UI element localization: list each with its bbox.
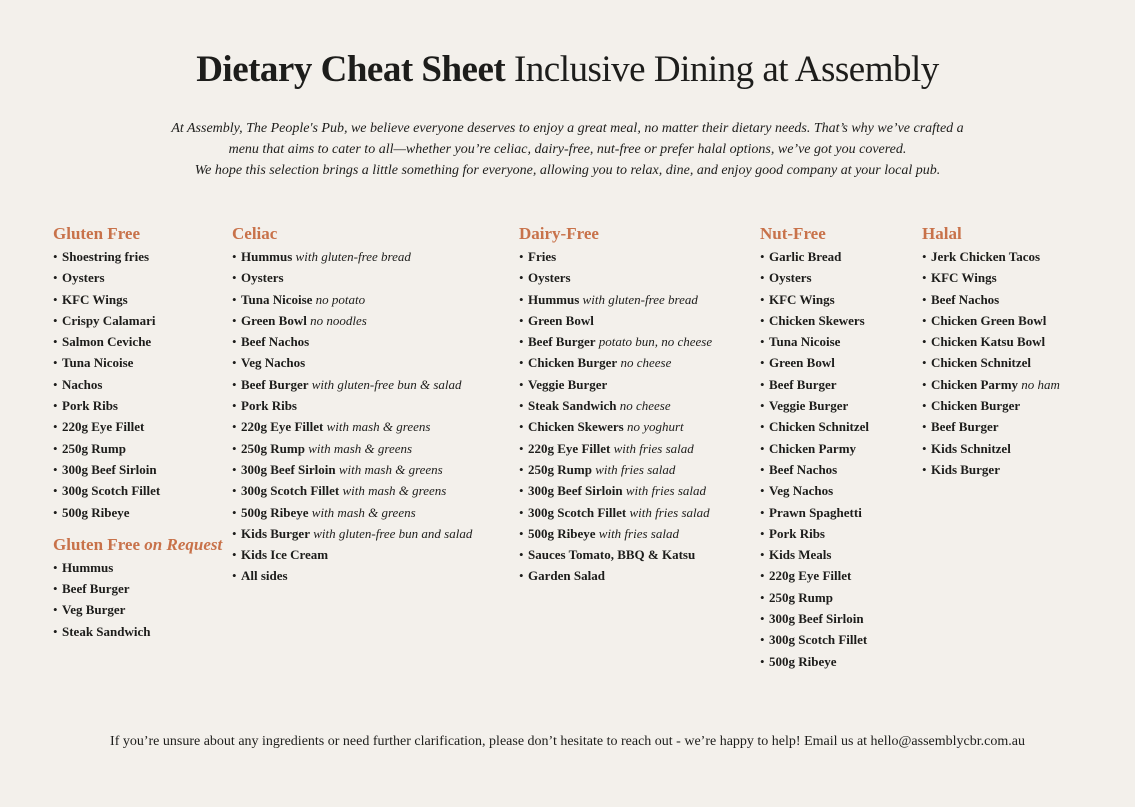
menu-item-name: Veg Nachos	[241, 355, 306, 371]
menu-item-name: KFC Wings	[769, 291, 835, 307]
menu-item-name: Hummus	[62, 559, 114, 575]
menu-item	[232, 395, 472, 416]
menu-item-name: Beef Burger	[528, 334, 596, 350]
title-bold: Dietary Cheat Sheet	[196, 49, 506, 90]
menu-item	[519, 331, 712, 352]
column-celiac	[232, 224, 472, 587]
menu-item	[232, 267, 472, 288]
menu-item-name: Steak Sandwich	[62, 623, 151, 639]
menu-item	[760, 651, 869, 672]
menu-item	[519, 502, 712, 523]
menu-item-note: no cheese	[619, 398, 671, 414]
menu-item-name: Garden Salad	[528, 568, 605, 584]
menu-item-name: KFC Wings	[931, 270, 997, 286]
menu-list	[760, 246, 869, 672]
menu-item-name: Veggie Burger	[528, 376, 608, 392]
menu-item-name: Oysters	[62, 270, 105, 286]
menu-item-note: potato bun, no cheese	[598, 334, 713, 350]
menu-item	[519, 459, 712, 480]
menu-item	[760, 523, 869, 544]
menu-item-name: 220g Eye Fillet	[62, 419, 145, 435]
menu-item	[232, 289, 472, 310]
menu-item-name: Tuna Nicoise	[62, 355, 134, 371]
menu-item	[760, 246, 869, 267]
menu-item-name: 220g Eye Fillet	[528, 440, 611, 456]
section-heading-gluten-free-on-request	[53, 535, 222, 555]
section-heading-halal: Halal	[922, 224, 962, 243]
menu-item	[922, 310, 1060, 331]
menu-item	[922, 331, 1060, 352]
menu-item-name: Chicken Schnitzel	[769, 419, 870, 435]
menu-item	[760, 352, 869, 373]
menu-item	[232, 331, 472, 352]
menu-item	[232, 544, 472, 565]
menu-item-note: with gluten-free bun & salad	[311, 376, 462, 392]
menu-item-note: with gluten-free bread	[295, 249, 411, 264]
menu-item-name: Chicken Burger	[528, 355, 618, 371]
column-halal	[922, 224, 1060, 480]
menu-item-name: Green Bowl	[769, 355, 835, 371]
section-gluten-free-on-request	[53, 535, 222, 642]
menu-item-name: 250g Rump	[769, 589, 833, 605]
menu-item-name: Kids Schnitzel	[931, 440, 1011, 456]
menu-item	[760, 565, 869, 586]
menu-item-name: 500g Ribeye	[62, 504, 130, 520]
menu-item	[232, 374, 472, 395]
menu-item-name: Tuna Nicoise	[769, 334, 841, 350]
menu-item	[760, 608, 869, 629]
menu-item	[53, 557, 222, 578]
menu-item	[232, 416, 472, 437]
menu-item-note: no ham	[1021, 376, 1060, 392]
menu-item	[760, 502, 869, 523]
menu-item	[519, 480, 712, 501]
menu-item	[519, 565, 712, 586]
section-heading-celiac: Celiac	[232, 224, 278, 243]
menu-item-name: Kids Meals	[769, 547, 832, 563]
menu-item	[53, 459, 222, 480]
menu-item-name: Chicken Parmy	[931, 376, 1019, 392]
intro-line: At Assembly, The People's Pub, we believe everyone deserves to enjoy a great meal, no matter their dietary needs. That’s why we’ve crafted a	[171, 121, 964, 136]
menu-item	[760, 544, 869, 565]
menu-item	[232, 246, 472, 267]
menu-item	[760, 331, 869, 352]
menu-item-note: with fries salad	[595, 461, 676, 477]
footer-contact-note: If you’re unsure about any ingredients or need further clarification, please don’t hesitate to reach out - we’re happy to help! Email us at hello@assemblycbr.com.au	[110, 734, 1025, 749]
menu-item	[760, 438, 869, 459]
menu-item-name: Beef Burger	[931, 419, 999, 435]
menu-item	[922, 267, 1060, 288]
menu-list	[519, 246, 712, 587]
menu-item-name: Garlic Bread	[769, 249, 842, 264]
menu-item	[519, 352, 712, 373]
menu-item-note: with mash & greens	[326, 419, 431, 435]
menu-item	[519, 374, 712, 395]
menu-item	[519, 438, 712, 459]
menu-item-name: Veggie Burger	[769, 398, 849, 414]
menu-item	[519, 416, 712, 437]
menu-item-name: 500g Ribeye	[241, 504, 309, 520]
menu-item-name: Fries	[528, 249, 557, 264]
menu-item	[760, 587, 869, 608]
menu-item	[53, 395, 222, 416]
menu-item	[232, 523, 472, 544]
menu-item-name: 500g Ribeye	[769, 653, 837, 669]
menu-item-name: Kids Ice Cream	[241, 547, 329, 563]
menu-item-note: no yoghurt	[626, 419, 684, 435]
menu-item-name: Shoestring fries	[62, 249, 150, 264]
menu-item-name: Chicken Burger	[931, 398, 1021, 414]
section-heading-dairy-free: Dairy-Free	[519, 224, 599, 243]
menu-item-name: Green Bowl	[241, 312, 307, 328]
menu-item	[53, 621, 222, 642]
menu-item-name: Jerk Chicken Tacos	[931, 249, 1041, 264]
menu-item	[53, 374, 222, 395]
menu-item-note: with fries salad	[598, 525, 679, 541]
menu-item-name: Nachos	[62, 376, 103, 392]
menu-item-name: 220g Eye Fillet	[241, 419, 324, 435]
intro-paragraph	[0, 118, 1135, 181]
menu-item-name: Prawn Spaghetti	[769, 504, 862, 520]
menu-item-name: Beef Nachos	[931, 291, 1000, 307]
menu-item	[760, 629, 869, 650]
menu-item-note: with mash & greens	[308, 440, 413, 456]
menu-item-name: Beef Nachos	[769, 461, 838, 477]
menu-item	[53, 599, 222, 620]
page-title	[0, 50, 1135, 90]
menu-item-note: no potato	[315, 291, 366, 307]
menu-list	[53, 246, 222, 523]
menu-item-name: Chicken Skewers	[769, 312, 865, 328]
menu-item-note: with fries salad	[629, 504, 710, 520]
title-subtitle: Inclusive Dining at Assembly	[513, 49, 939, 90]
menu-item	[53, 352, 222, 373]
column-dairy-free	[519, 224, 712, 587]
menu-item	[760, 374, 869, 395]
menu-item	[53, 416, 222, 437]
menu-item-name: All sides	[241, 568, 288, 584]
menu-item	[922, 374, 1060, 395]
menu-item-name: 300g Beef Sirloin	[528, 483, 623, 499]
menu-item	[53, 246, 222, 267]
menu-item-name: Salmon Ceviche	[62, 334, 152, 350]
menu-item-name: 500g Ribeye	[528, 525, 596, 541]
menu-item	[519, 523, 712, 544]
menu-item-name: Chicken Parmy	[769, 440, 857, 456]
heading-emphasis: on Request	[144, 534, 223, 554]
menu-item	[232, 310, 472, 331]
menu-item-name: Pork Ribs	[769, 525, 825, 541]
menu-list	[53, 557, 222, 642]
menu-item	[232, 352, 472, 373]
menu-item	[53, 502, 222, 523]
menu-item	[519, 289, 712, 310]
section-heading-gluten-free: Gluten Free	[53, 224, 141, 243]
menu-item-note: with gluten-free bun and salad	[313, 525, 473, 541]
menu-item-name: Chicken Katsu Bowl	[931, 334, 1046, 350]
menu-item-name: 250g Rump	[62, 440, 126, 456]
column-gluten-free	[53, 224, 222, 642]
section-heading-nut-free: Nut-Free	[760, 224, 826, 243]
menu-item	[760, 395, 869, 416]
menu-item-note: with fries salad	[613, 440, 694, 456]
menu-item	[760, 480, 869, 501]
menu-item-name: 300g Beef Sirloin	[62, 461, 157, 477]
menu-item-name: Beef Nachos	[241, 334, 310, 350]
menu-item	[519, 310, 712, 331]
menu-item-name: Beef Burger	[769, 376, 837, 392]
menu-item-name: Kids Burger	[931, 461, 1000, 477]
menu-item	[53, 289, 222, 310]
menu-item-name: Hummus	[528, 291, 580, 307]
menu-item-name: Green Bowl	[528, 312, 594, 328]
menu-item	[53, 310, 222, 331]
menu-item-name: Pork Ribs	[241, 398, 297, 414]
menu-item-note: with mash & greens	[311, 504, 416, 520]
menu-item	[922, 395, 1060, 416]
menu-item-name: Sauces Tomato, BBQ & Katsu	[528, 547, 696, 563]
menu-item-name: 300g Beef Sirloin	[241, 461, 336, 477]
menu-item	[922, 416, 1060, 437]
menu-item	[760, 310, 869, 331]
menu-item	[519, 544, 712, 565]
menu-item-name: KFC Wings	[62, 291, 128, 307]
menu-item-note: no cheese	[620, 355, 672, 371]
column-nut-free	[760, 224, 869, 672]
menu-item-name: Oysters	[528, 270, 571, 286]
menu-item-name: Beef Burger	[241, 376, 309, 392]
menu-item	[922, 459, 1060, 480]
menu-item	[53, 578, 222, 599]
menu-item-name: 300g Scotch Fillet	[528, 504, 627, 520]
menu-item	[922, 352, 1060, 373]
menu-item-name: Steak Sandwich	[528, 398, 617, 414]
menu-item-name: Kids Burger	[241, 525, 310, 541]
menu-item-name: Veg Nachos	[769, 483, 834, 499]
menu-item-note: with fries salad	[625, 483, 707, 499]
menu-item	[232, 438, 472, 459]
menu-item-note: with mash & greens	[342, 483, 447, 499]
menu-item	[232, 480, 472, 501]
menu-list	[922, 246, 1060, 480]
menu-item	[760, 267, 869, 288]
menu-item	[519, 246, 712, 267]
menu-item-name: Chicken Skewers	[528, 419, 624, 435]
intro-line: menu that aims to cater to all—whether you’re celiac, dairy-free, nut-free or prefer halal options, we’ve got you covered.	[228, 142, 907, 157]
menu-item	[519, 395, 712, 416]
intro-line: We hope this selection brings a little something for everyone, allowing you to relax, dine, and enjoy good company at your local pub.	[194, 163, 941, 178]
menu-item-name: Chicken Green Bowl	[931, 312, 1047, 328]
menu-item-name: Tuna Nicoise	[241, 291, 313, 307]
menu-item	[922, 438, 1060, 459]
menu-item	[53, 480, 222, 501]
menu-item	[922, 289, 1060, 310]
menu-item-name: 300g Scotch Fillet	[769, 632, 868, 648]
menu-item	[760, 459, 869, 480]
menu-item-name: Oysters	[241, 270, 284, 286]
menu-item-note: with gluten-free bread	[582, 291, 698, 307]
menu-item-name: Beef Burger	[62, 581, 130, 597]
menu-item	[232, 502, 472, 523]
menu-item-name: Veg Burger	[62, 602, 126, 618]
heading-text: Gluten Free	[53, 534, 141, 554]
menu-item-name: Crispy Calamari	[62, 312, 156, 328]
menu-item	[519, 267, 712, 288]
menu-item-name: 220g Eye Fillet	[769, 568, 852, 584]
menu-item	[760, 289, 869, 310]
menu-item-name: Pork Ribs	[62, 398, 118, 414]
menu-item-name: Oysters	[769, 270, 812, 286]
menu-item-note: no noodles	[310, 312, 367, 328]
menu-item-name: Hummus	[241, 249, 293, 264]
menu-item	[53, 267, 222, 288]
menu-item	[922, 246, 1060, 267]
menu-item	[53, 331, 222, 352]
menu-item	[232, 459, 472, 480]
menu-item-note: with mash & greens	[338, 461, 443, 477]
menu-item-name: Chicken Schnitzel	[931, 355, 1032, 371]
menu-item	[232, 565, 472, 586]
menu-list	[232, 246, 472, 587]
menu-item-name: 250g Rump	[528, 461, 592, 477]
menu-item-name: 300g Beef Sirloin	[769, 611, 864, 627]
menu-item	[760, 416, 869, 437]
menu-item-name: 300g Scotch Fillet	[62, 483, 161, 499]
menu-item-name: 300g Scotch Fillet	[241, 483, 340, 499]
menu-item	[53, 438, 222, 459]
menu-item-name: 250g Rump	[241, 440, 305, 456]
